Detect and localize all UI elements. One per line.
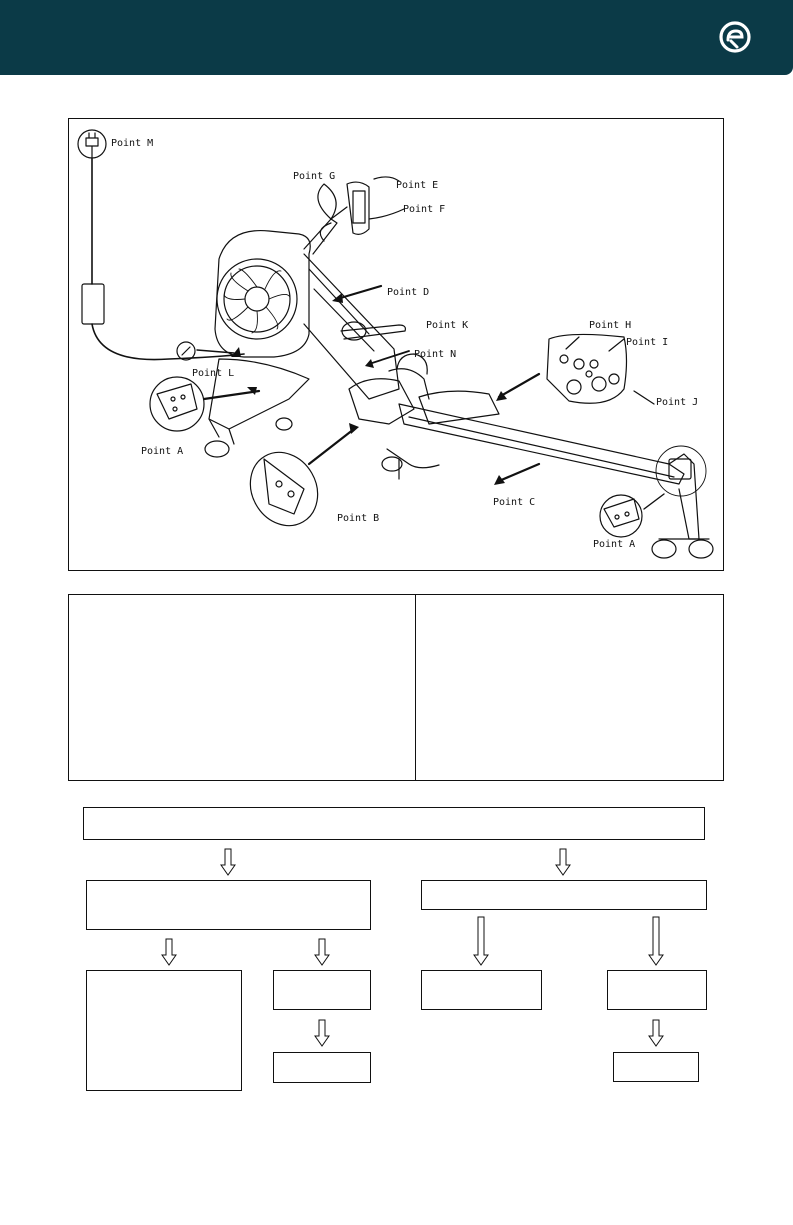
down-arrow-icon bbox=[555, 848, 571, 876]
label-point-l: Point L bbox=[192, 368, 235, 379]
down-arrow-icon bbox=[161, 938, 177, 966]
down-arrow-icon bbox=[314, 1019, 330, 1047]
info-table bbox=[68, 594, 724, 781]
down-arrow-icon bbox=[220, 848, 236, 876]
monitor-detail bbox=[547, 334, 627, 403]
label-point-a-right: Point A bbox=[593, 539, 636, 550]
flowchart-top-box bbox=[83, 807, 705, 840]
flowchart-left-b-next-box bbox=[273, 1052, 371, 1083]
detail-point-b bbox=[237, 440, 330, 538]
footrest bbox=[349, 379, 414, 424]
flowchart-right-a-box bbox=[421, 970, 542, 1010]
flowchart-right-b-next-box bbox=[613, 1052, 699, 1082]
down-arrow-icon bbox=[314, 938, 330, 966]
monitor bbox=[347, 182, 369, 234]
down-arrow-icon bbox=[648, 916, 664, 966]
label-point-n: Point N bbox=[414, 349, 457, 360]
info-table-left-cell bbox=[69, 595, 415, 780]
power-adapter bbox=[82, 284, 104, 324]
flowchart-left-a-box bbox=[86, 970, 242, 1091]
label-point-c: Point C bbox=[493, 497, 536, 508]
rower-illustration bbox=[69, 119, 725, 572]
flowchart-left-branch-box bbox=[86, 880, 371, 930]
rower-diagram bbox=[68, 118, 724, 571]
detail-point-a-right bbox=[600, 495, 642, 537]
down-arrow-icon bbox=[648, 1019, 664, 1047]
power-e-logo-icon bbox=[718, 20, 752, 54]
header-bar bbox=[0, 0, 793, 75]
flowchart-left-b-box bbox=[273, 970, 371, 1010]
label-point-j: Point J bbox=[656, 397, 699, 408]
label-point-f: Point F bbox=[403, 204, 446, 215]
info-table-right-cell bbox=[417, 595, 723, 780]
label-point-k: Point K bbox=[426, 320, 469, 331]
label-point-h: Point H bbox=[589, 320, 632, 331]
label-point-d: Point D bbox=[387, 287, 430, 298]
label-point-e: Point E bbox=[396, 180, 439, 191]
label-point-a-left: Point A bbox=[141, 446, 184, 457]
seat bbox=[419, 391, 499, 424]
slide-rail bbox=[399, 404, 684, 484]
label-point-i: Point I bbox=[626, 337, 669, 348]
label-point-g: Point G bbox=[293, 171, 336, 182]
down-arrow-icon bbox=[473, 916, 489, 966]
label-point-b: Point B bbox=[337, 513, 380, 524]
label-point-m: Point M bbox=[111, 138, 154, 149]
flowchart-right-b-box bbox=[607, 970, 707, 1010]
flowchart-right-branch-box bbox=[421, 880, 707, 910]
